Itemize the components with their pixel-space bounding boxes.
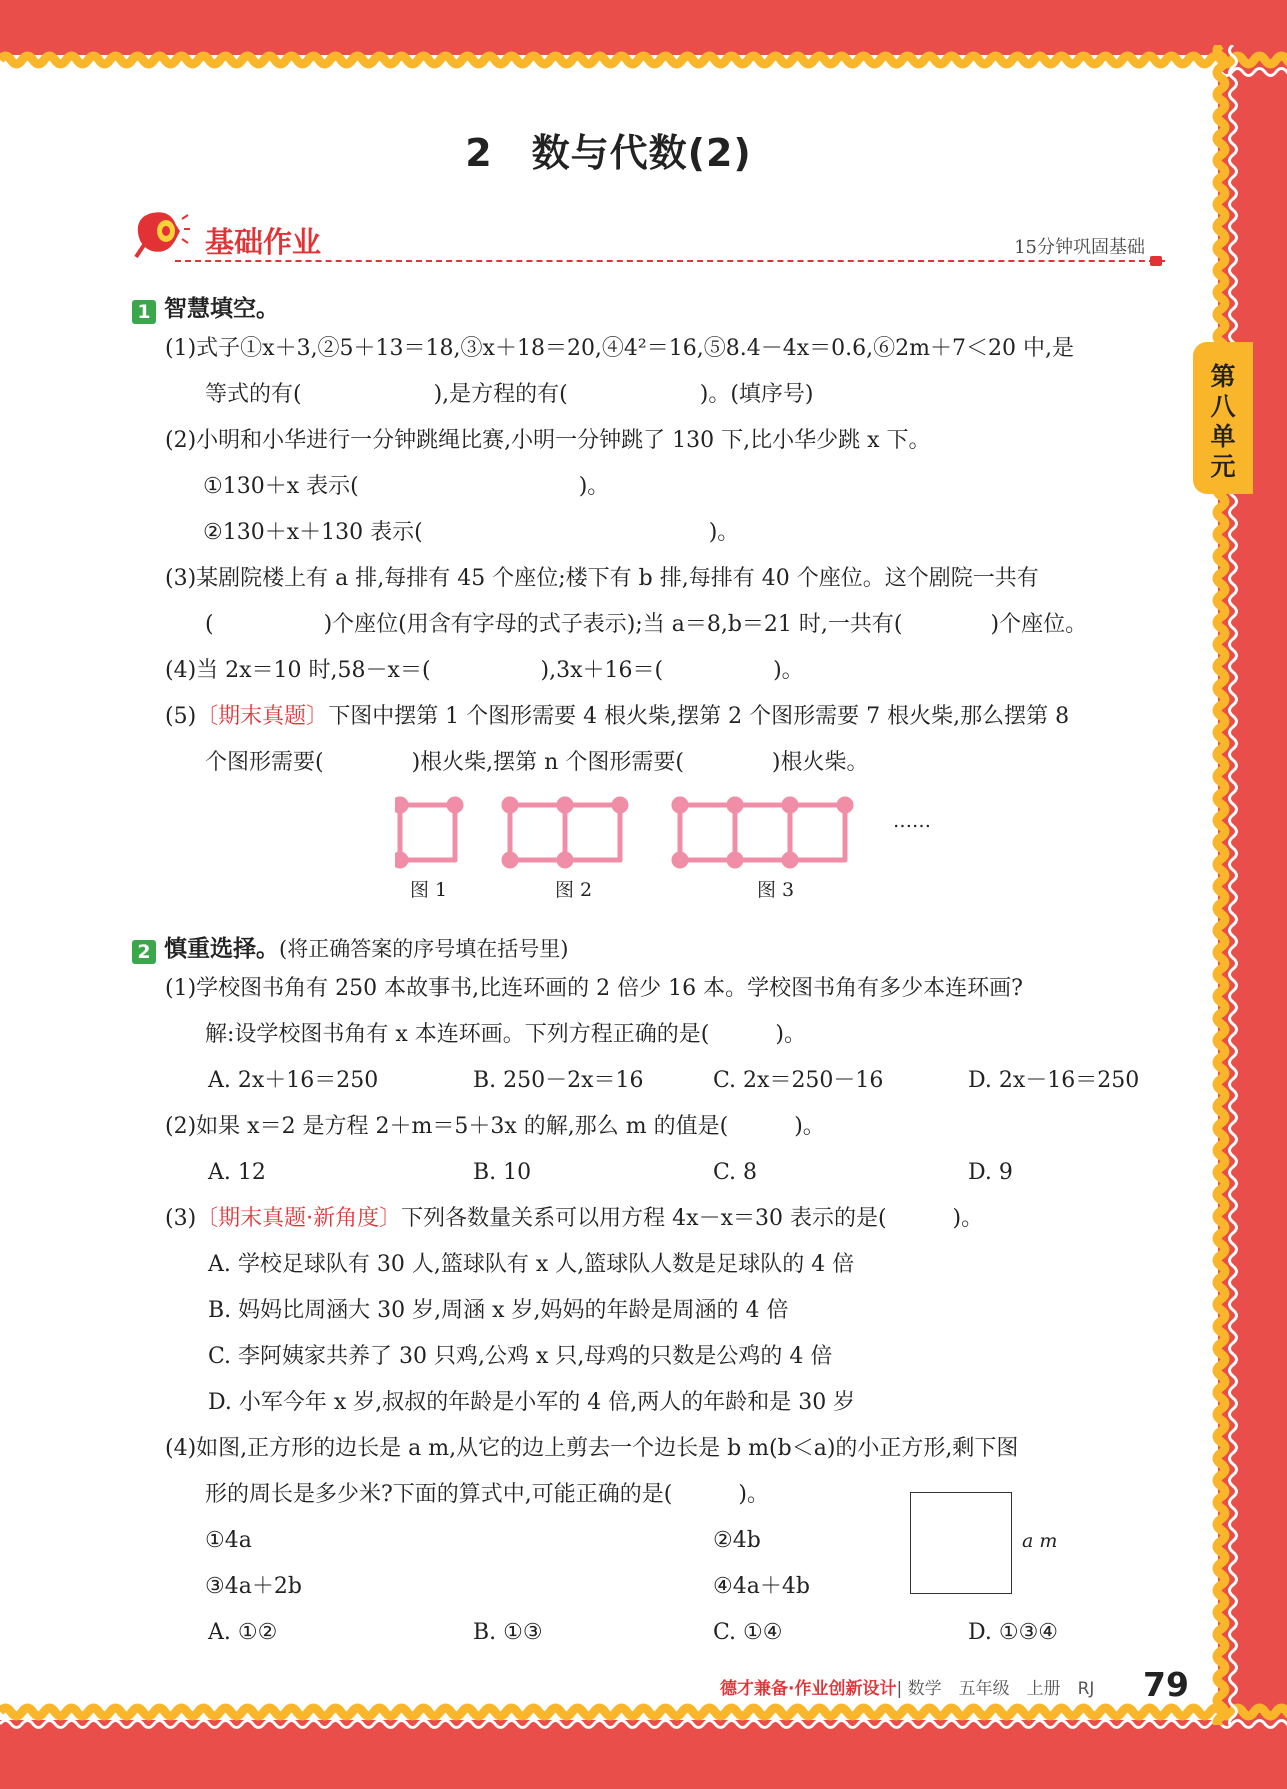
question-number-badge: 2 — [132, 940, 156, 964]
section-divider-end — [1150, 256, 1162, 266]
match-head — [559, 799, 571, 811]
q2-1-option-c: C. 2x＝250－16 — [713, 1068, 884, 1093]
q2-3-option-c: C. 李阿姨家共养了 30 只鸡,公鸡 x 只,母鸡的只数是公鸡的 4 倍 — [208, 1344, 833, 1369]
q2-4-item-2: ②4b — [713, 1528, 761, 1553]
q2-4-option-d: D. ①③④ — [968, 1620, 1059, 1645]
match-head — [839, 799, 851, 811]
q2-4-option-c: C. ①④ — [713, 1620, 783, 1645]
page-number: 79 — [1143, 1665, 1189, 1704]
section-divider — [175, 260, 1165, 262]
q2-3-prefix: (3) — [165, 1206, 197, 1231]
match-head — [395, 799, 406, 811]
megaphone-icon — [130, 205, 190, 260]
q2-4-item-3: ③4a＋2b — [205, 1574, 302, 1599]
q1-line-1: (1)式子①x＋3,②5＋13＝18,③x＋18＝20,④4²＝16,⑤8.4－4x＝0.6,⑥2m＋7＜20 中,是 — [165, 336, 1074, 361]
question-2-heading — [132, 930, 568, 964]
q2-3-option-d: D. 小军今年 x 岁,叔叔的年龄是小军的 4 倍,两人的年龄和是 30 岁 — [208, 1390, 856, 1415]
question-2-title: 慎重选择。 — [164, 936, 279, 962]
q1-line-6: (3)某剧院楼上有 a 排,每排有 45 个座位;楼下有 b 排,每排有 40 个座位。这个剧院一共有 — [165, 566, 1039, 591]
q1-line-10: 个图形需要( )根火柴,摆第 n 个图形需要( )根火柴。 — [205, 750, 869, 775]
section-header — [130, 205, 1170, 265]
question-1-title: 智慧填空。 — [164, 296, 279, 322]
q2-1-option-d: D. 2x－16＝250 — [968, 1068, 1140, 1093]
exam-tag: 〔期末真题·新角度〕 — [196, 1206, 402, 1231]
q2-4-item-1: ①4a — [205, 1528, 252, 1553]
section-title: 基础作业 — [205, 225, 322, 259]
match-head — [784, 799, 796, 811]
square-side-label: a m — [1022, 1530, 1058, 1552]
match-head — [449, 799, 461, 811]
unit-side-tab[interactable] — [1193, 342, 1253, 494]
exam-tag: 〔期末真题〕 — [196, 704, 329, 729]
footer — [720, 1674, 1200, 1699]
question-1-heading — [132, 290, 279, 324]
page-title: 2 数与代数(2) — [465, 131, 752, 175]
q2-2-line: (2)如果 x＝2 是方程 2＋m＝5＋3x 的解,那么 m 的值是( )。 — [165, 1114, 825, 1139]
q1-line-3: (2)小明和小华进行一分钟跳绳比赛,小明一分钟跳了 130 下,比小华少跳 x 下。 — [165, 428, 931, 453]
q2-3-text: 下列各数量关系可以用方程 4x－x＝30 表示的是( )。 — [401, 1206, 984, 1231]
q2-3-option-b: B. 妈妈比周涵大 30 岁,周涵 x 岁,妈妈的年龄是周涵的 4 倍 — [208, 1298, 789, 1323]
q2-2-option-a: A. 12 — [208, 1160, 266, 1185]
q2-4-item-4: ④4a＋4b — [713, 1574, 810, 1599]
q2-1-line-2: 解:设学校图书角有 x 本连环画。下列方程正确的是( )。 — [205, 1022, 806, 1047]
q2-1-option-a: A. 2x＋16＝250 — [208, 1068, 379, 1093]
q2-3-line — [165, 1208, 983, 1230]
q2-4-line-2: 形的周长是多少米?下面的算式中,可能正确的是( )。 — [205, 1482, 769, 1507]
q2-1-option-b: B. 250－2x＝16 — [473, 1068, 644, 1093]
unit-tab-label: 第八单元 — [1210, 362, 1236, 481]
figure-label-2: 图 2 — [555, 879, 593, 901]
match-head — [504, 799, 516, 811]
footer-brand: 德才兼备·作业创新设计 — [720, 1679, 897, 1699]
matchstick-figure — [395, 795, 955, 905]
question-number-badge: 1 — [132, 300, 156, 324]
q2-1-line-1: (1)学校图书角有 250 本故事书,比连环画的 2 倍少 16 本。学校图书角有多少本连环画? — [165, 976, 1023, 1001]
square-diagram — [910, 1492, 1012, 1594]
section-subtitle: 15分钟巩固基础 — [1014, 237, 1145, 258]
q1-line-2: 等式的有( ),是方程的有( )。(填序号) — [205, 382, 814, 407]
q5-text: 下图中摆第 1 个图形需要 4 根火柴,摆第 2 个图形需要 7 根火柴,那么摆第 8 — [328, 704, 1070, 729]
q2-2-option-b: B. 10 — [473, 1160, 532, 1185]
match-head — [674, 799, 686, 811]
q2-4-option-b: B. ①③ — [473, 1620, 543, 1645]
q1-line-4: ①130＋x 表示( )。 — [203, 474, 610, 499]
q2-2-option-c: C. 8 — [713, 1160, 758, 1185]
q2-3-option-a: A. 学校足球队有 30 人,篮球队有 x 人,篮球队人数是足球队的 4 倍 — [208, 1252, 855, 1277]
figure-ellipsis: …… — [893, 810, 931, 832]
footer-info: | 数学 五年级 上册 RJ — [896, 1679, 1095, 1699]
q5-prefix: (5) — [165, 704, 197, 729]
q1-line-7: ( )个座位(用含有字母的式子表示);当 a＝8,b＝21 时,一共有( )个座位。 — [205, 612, 1088, 637]
figure-label-1: 图 1 — [410, 879, 448, 901]
figure-label-3: 图 3 — [757, 879, 795, 901]
q1-line-9 — [165, 706, 1069, 728]
q2-2-option-d: D. 9 — [968, 1160, 1013, 1185]
match-head — [729, 799, 741, 811]
question-2-note: (将正确答案的序号填在括号里) — [279, 937, 569, 961]
q2-4-line-1: (4)如图,正方形的边长是 a m,从它的边上剪去一个边长是 b m(b＜a)的小正方形,剩下图 — [165, 1436, 1019, 1461]
q1-line-8: (4)当 2x＝10 时,58－x＝( ),3x＋16＝( )。 — [165, 658, 804, 683]
q1-line-5: ②130＋x＋130 表示( )。 — [203, 520, 740, 545]
q2-4-option-a: A. ①② — [208, 1620, 278, 1645]
match-head — [614, 799, 626, 811]
